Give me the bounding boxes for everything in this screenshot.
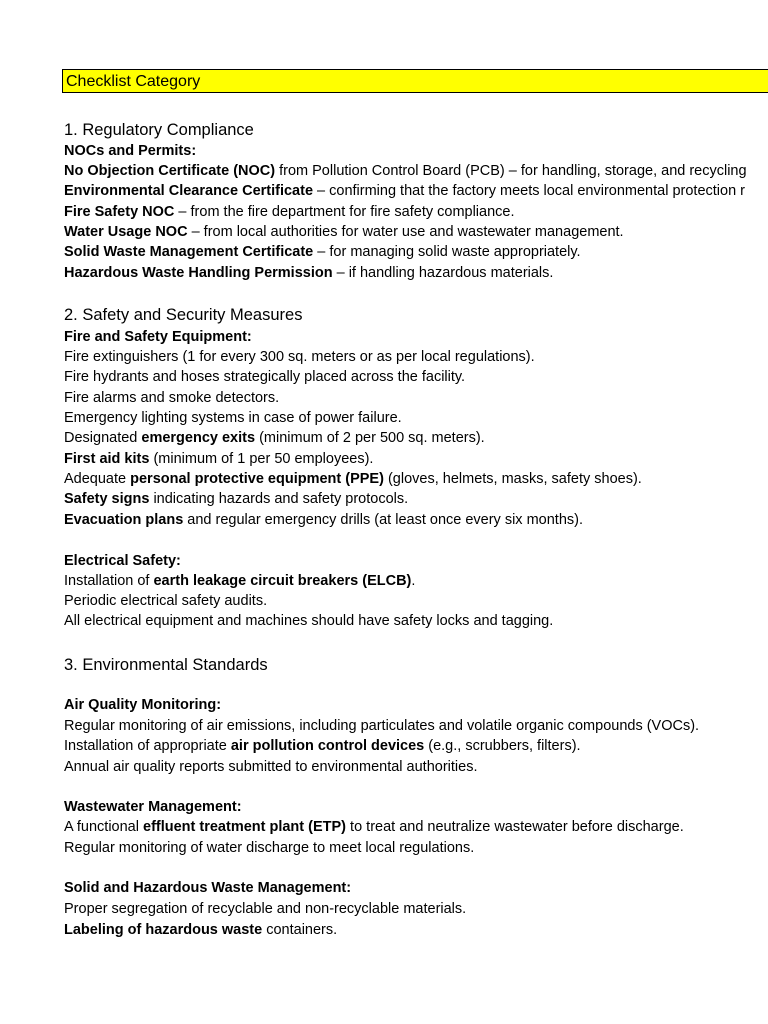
list-item: First aid kits (minimum of 1 per 50 employees). xyxy=(64,451,374,467)
list-item: Installation of earth leakage circuit breakers (ELCB). xyxy=(64,573,416,589)
list-item: Fire extinguishers (1 for every 300 sq. meters or as per local regulations). xyxy=(64,349,535,365)
list-item: Adequate personal protective equipment (PPE) (gloves, helmets, masks, safety shoes). xyxy=(64,471,642,487)
list-item: A functional effluent treatment plant (ETP) to treat and neutralize wastewater before discharge. xyxy=(64,819,684,835)
list-item: Fire hydrants and hoses strategically placed across the facility. xyxy=(64,369,466,385)
list-item: Regular monitoring of air emissions, including particulates and volatile organic compounds (VOCs). xyxy=(64,718,700,734)
list-item: Emergency lighting systems in case of power failure. xyxy=(64,410,402,426)
list-item: Labeling of hazardous waste containers. xyxy=(64,922,338,938)
list-item: Environmental Clearance Certificate – confirming that the factory meets local environmental protection r xyxy=(64,183,745,199)
section-title-regulatory-compliance: 1. Regulatory Compliance xyxy=(64,121,254,139)
list-item: Safety signs indicating hazards and safety protocols. xyxy=(64,491,409,507)
list-item: Regular monitoring of water discharge to meet local regulations. xyxy=(64,840,475,856)
subheading-solid-hazardous-waste: Solid and Hazardous Waste Management: xyxy=(64,880,352,896)
section-title-environmental-standards: 3. Environmental Standards xyxy=(64,656,268,674)
subheading-fire-safety-equipment: Fire and Safety Equipment: xyxy=(64,329,252,345)
list-item: Periodic electrical safety audits. xyxy=(64,593,268,609)
list-item: Designated emergency exits (minimum of 2 per 500 sq. meters). xyxy=(64,430,485,446)
list-item: Hazardous Waste Handling Permission – if handling hazardous materials. xyxy=(64,265,554,281)
subheading-wastewater: Wastewater Management: xyxy=(64,799,242,815)
list-item: Fire Safety NOC – from the fire department for fire safety compliance. xyxy=(64,204,515,220)
subheading-air-quality: Air Quality Monitoring: xyxy=(64,697,222,713)
list-item: Proper segregation of recyclable and non-recyclable materials. xyxy=(64,901,467,917)
subheading-nocs-permits: NOCs and Permits: xyxy=(64,143,197,159)
list-item: Installation of appropriate air pollution control devices (e.g., scrubbers, filters). xyxy=(64,738,581,754)
list-item: Fire alarms and smoke detectors. xyxy=(64,390,280,406)
list-item: No Objection Certificate (NOC) from Pollution Control Board (PCB) – for handling, storage, and recycling xyxy=(64,163,747,179)
list-item: Solid Waste Management Certificate – for managing solid waste appropriately. xyxy=(64,244,581,260)
checklist-category-header xyxy=(62,69,768,93)
list-item: Evacuation plans and regular emergency drills (at least once every six months). xyxy=(64,512,583,528)
list-item: All electrical equipment and machines should have safety locks and tagging. xyxy=(64,613,554,629)
list-item: Annual air quality reports submitted to environmental authorities. xyxy=(64,759,478,775)
subheading-electrical-safety: Electrical Safety: xyxy=(64,553,181,569)
section-title-safety-security: 2. Safety and Security Measures xyxy=(64,306,303,324)
header-title: Checklist Category xyxy=(66,73,201,90)
list-item: Water Usage NOC – from local authorities for water use and wastewater management. xyxy=(64,224,624,240)
